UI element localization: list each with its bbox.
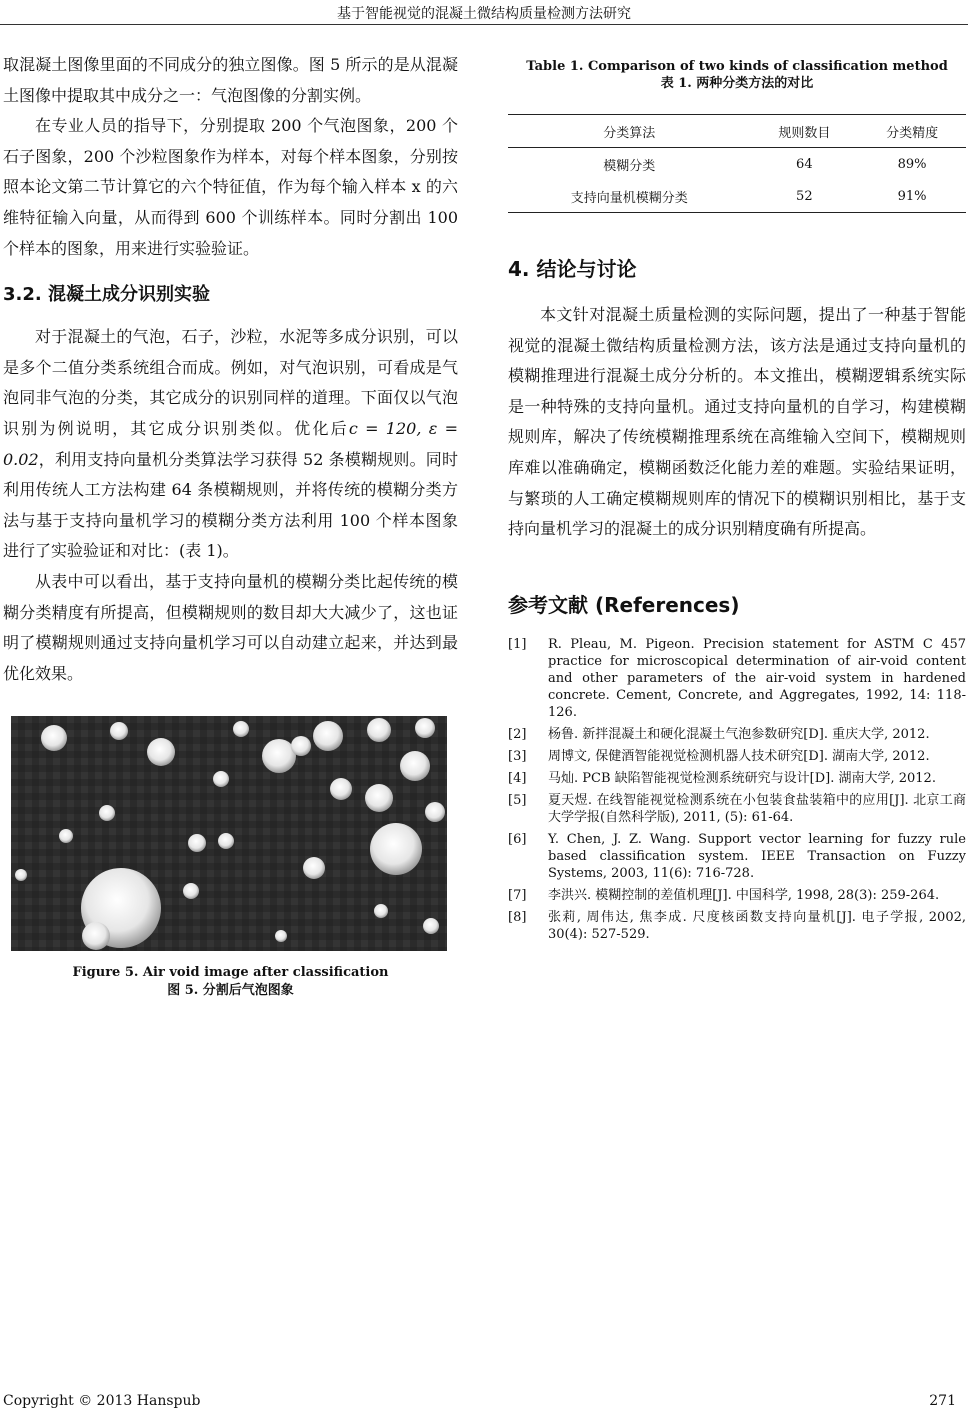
- paragraph-text: 对于混凝土的气泡，石子，沙粒，水泥等多成分识别，可以是多个二值分类系统组合而成。例如，对气泡识别，可看成是气泡同非气泡的分类，其它成分的识别同样的道理。下面仅以气泡识别为例说明，其它成分识别类似。优化后: [3, 327, 458, 438]
- right-column: [508, 50, 966, 948]
- table-header-cell: 分类精度: [858, 115, 966, 148]
- header-rule: [0, 24, 968, 25]
- table-row: [508, 148, 966, 181]
- reference-item: [508, 770, 966, 787]
- reference-item: [508, 792, 966, 826]
- reference-number: [8]: [508, 909, 527, 925]
- table-caption-en: Table 1. Comparison of two kinds of classification method: [526, 59, 948, 74]
- reference-item: [508, 748, 966, 765]
- reference-item: [508, 726, 966, 743]
- paragraph-text: ，利用支持向量机分类算法学习获得 52 条模糊规则。同时利用传统人工方法构建 64 条模糊规则，并将传统的模糊分类方法与基于支持向量机学习的模糊分类方法利用 100 个样本图象进行了实验验证和对比：(表 1)。: [3, 449, 458, 561]
- reference-number: [4]: [508, 770, 527, 786]
- reference-item: [508, 909, 966, 943]
- table-cell: 91%: [858, 180, 966, 213]
- reference-text: 杨鲁. 新拌混凝土和硬化混凝土气泡参数研究[D]. 重庆大学, 2012.: [548, 726, 930, 742]
- paragraph: 本文针对混凝土质量检测的实际问题，提出了一种基于智能视觉的混凝土微结构质量检测方法，该方法是通过支持向量机的模糊推理进行混凝土成分分析的。本文推出，模糊逻辑系统实际是一种特殊的支持向量机。通过支持向量机的自学习，构建模糊规则库，解决了传统模糊推理系统在高维输入空间下，模糊规则库难以准确确定，模糊函数泛化能力差的难题。实验结果证明，与繁琐的人工确定模糊规则库的情况下的模糊识别相比，基于支持向量机学习的混凝土的成分识别精度确有所提高。: [508, 305, 966, 539]
- table-header-cell: 分类算法: [508, 115, 750, 148]
- running-header: 基于智能视觉的混凝土微结构质量检测方法研究: [337, 6, 631, 22]
- figure-5: [3, 716, 458, 1000]
- figure-caption-en: Figure 5. Air void image after classification: [72, 965, 389, 981]
- left-column: [3, 50, 458, 1000]
- section-heading-4: 4. 结论与讨论: [508, 257, 637, 281]
- table-cell: 89%: [897, 156, 927, 172]
- table-cell: 模糊分类: [603, 158, 656, 174]
- reference-item: [508, 887, 966, 904]
- reference-number: [3]: [508, 748, 527, 764]
- reference-number: [2]: [508, 726, 527, 742]
- air-void-image: [11, 716, 447, 951]
- reference-item: [508, 636, 966, 721]
- paragraph: [3, 322, 458, 567]
- inline-equation: c = 120, ε = 0.02: [3, 418, 458, 469]
- reference-number: [1]: [508, 636, 527, 652]
- reference-text: 马灿. PCB 缺陷智能视觉检测系统研究与设计[D]. 湖南大学, 2012.: [548, 770, 936, 786]
- reference-text: 李洪兴. 模糊控制的差值机理[J]. 中国科学, 1998, 28(3): 259-264.: [548, 887, 940, 903]
- references-heading: 参考文献 (References): [508, 592, 740, 617]
- table-cell: 64: [796, 156, 813, 172]
- reference-text: Y. Chen, J. Z. Wang. Support vector learning for fuzzy rule based classification system. IEEE Transaction on Fuzzy Systems, 2003, 11(6): 716-728.: [548, 831, 966, 881]
- table-caption-zh: 表 1. 两种分类方法的对比: [660, 76, 814, 91]
- table-header-row: [508, 115, 966, 148]
- page-number: 271: [929, 1393, 956, 1409]
- reference-number: [5]: [508, 792, 527, 808]
- reference-text: 夏天煜. 在线智能视觉检测系统在小包装食盐装箱中的应用[J]. 北京工商大学学报(自然科学版), 2011, (5): 61-64.: [548, 792, 966, 825]
- air-void-bubbles-graphic: [11, 716, 447, 951]
- reference-text: 周博文, 保健酒智能视觉检测机器人技术研究[D]. 湖南大学, 2012.: [548, 748, 930, 764]
- reference-number: [7]: [508, 887, 527, 903]
- reference-item: [508, 831, 966, 882]
- reference-text: R. Pleau, M. Pigeon. Precision statement for ASTM C 457 practice for microscopical determination of air-void content and other parameters of the air-void system in hardened concrete. Cement, Concrete, and Aggregates, 1992, 14: 118-126.: [548, 636, 966, 720]
- footer-copyright: Copyright © 2013 Hanspub: [3, 1393, 201, 1409]
- reference-list: [508, 636, 966, 943]
- table-cell: 支持向量机模糊分类: [508, 180, 750, 213]
- comparison-table: [508, 114, 966, 213]
- paragraph: 从表中可以看出，基于支持向量机的模糊分类比起传统的模糊分类精度有所提高，但模糊规则的数目却大大减少了，这也证明了模糊规则通过支持向量机学习可以自动建立起来，并达到最优化效果。: [3, 571, 458, 683]
- figure-caption-zh: 图 5. 分割后气泡图象: [167, 983, 294, 999]
- table-cell: 52: [750, 180, 858, 213]
- reference-text: 张莉, 周伟达, 焦李成. 尺度核函数支持向量机[J]. 电子学报, 2002, 30(4): 527-529.: [548, 909, 966, 942]
- section-heading-3-2: 3.2. 混凝土成分识别实验: [3, 284, 210, 306]
- table-header-cell: 规则数目: [750, 115, 858, 148]
- paragraph: 在专业人员的指导下，分别提取 200 个气泡图象，200 个石子图象，200 个沙粒图象作为样本，对每个样本图象，分别按照本论文第二节计算它的六个特征值，作为每个输入样本 x 的六维特征输入向量，从而得到 600 个训练样本。同时分割出 100 个样本的图象，用来进行实验验证。: [3, 116, 458, 258]
- reference-number: [6]: [508, 831, 527, 847]
- table-row: [508, 180, 966, 213]
- paragraph: 取混凝土图像里面的不同成分的独立图像。图 5 所示的是从混凝土图像中提取其中成分之一：气泡图像的分割实例。: [3, 55, 458, 105]
